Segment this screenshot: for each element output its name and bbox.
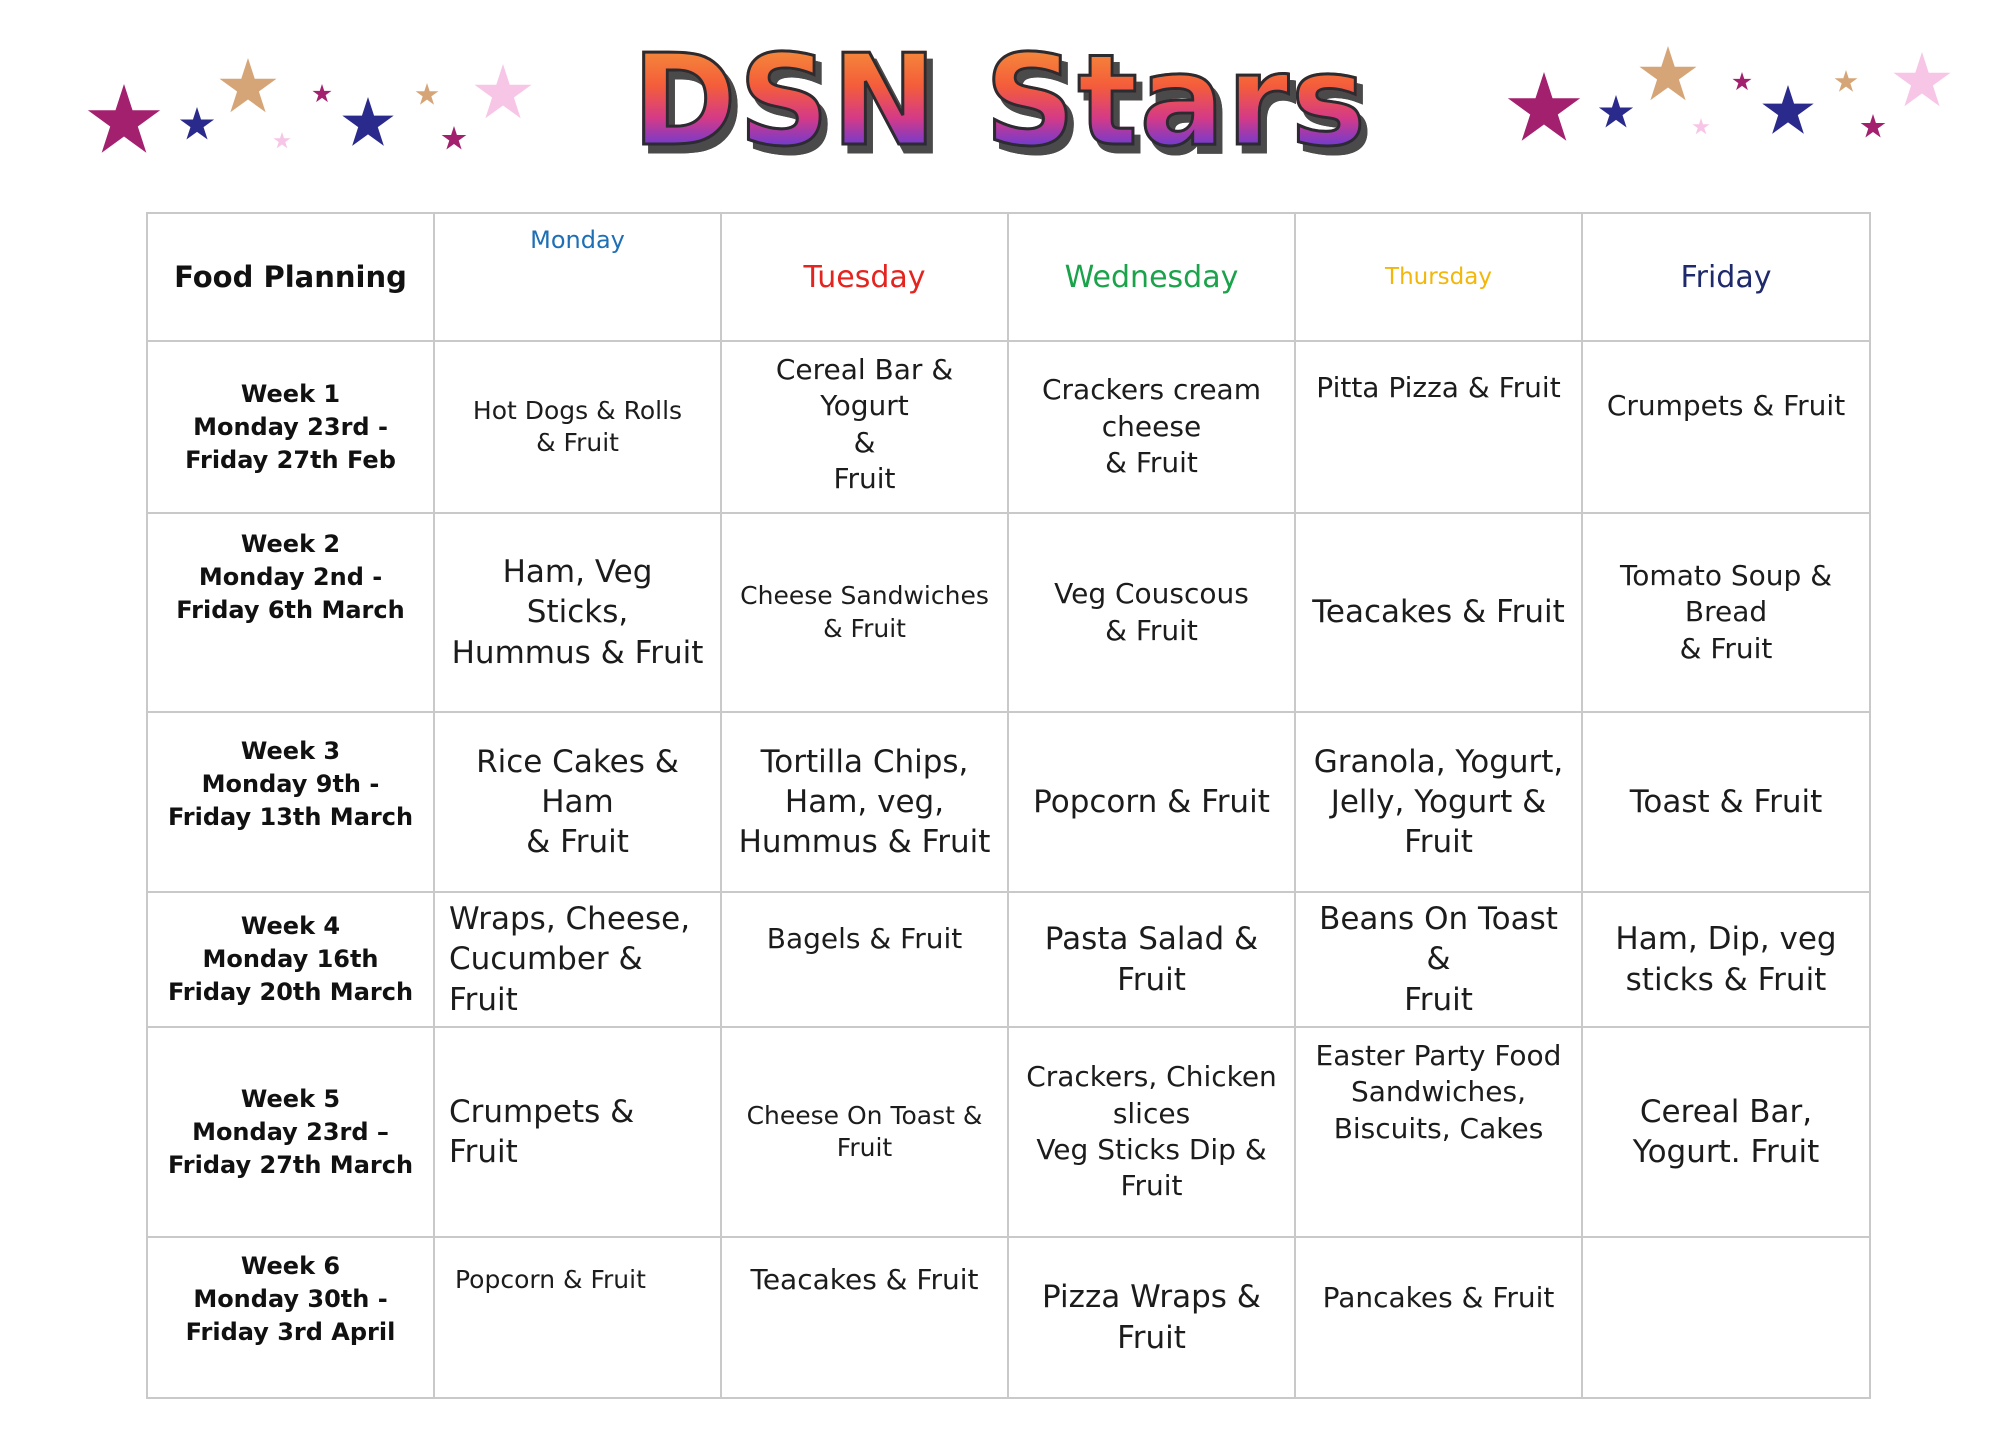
table-row	[147, 712, 1870, 892]
day-header-tuesday: Tuesday	[721, 213, 1008, 341]
meal-cell: Wraps, Cheese, Cucumber & Fruit	[434, 892, 721, 1027]
meal-cell: Cereal Bar & Yogurt & Fruit	[721, 341, 1008, 513]
meal-cell: Crumpets & Fruit	[1582, 341, 1870, 513]
table-row	[147, 341, 1870, 513]
day-header-monday: Monday	[434, 213, 721, 341]
meal-cell: Bagels & Fruit	[721, 892, 1008, 1027]
meal-cell: Granola, Yogurt, Jelly, Yogurt & Fruit	[1295, 712, 1582, 892]
meal-cell: Cheese On Toast & Fruit	[721, 1027, 1008, 1237]
meal-cell: Tortilla Chips, Ham, veg, Hummus & Fruit	[721, 712, 1008, 892]
week-label: Week 4 Monday 16th Friday 20th March	[147, 892, 434, 1027]
table-row	[147, 513, 1870, 712]
meal-cell: Popcorn & Fruit	[1008, 712, 1295, 892]
meal-cell: Tomato Soup & Bread & Fruit	[1582, 513, 1870, 712]
meal-cell: Popcorn & Fruit	[434, 1237, 721, 1398]
meal-cell: Teacakes & Fruit	[721, 1237, 1008, 1398]
week-label: Week 2 Monday 2nd - Friday 6th March	[147, 513, 434, 712]
food-planning-table	[146, 212, 1871, 1399]
meal-cell: Crackers, Chicken slices Veg Sticks Dip & Fruit	[1008, 1027, 1295, 1237]
meal-cell: Cheese Sandwiches & Fruit	[721, 513, 1008, 712]
meal-cell: Pancakes & Fruit	[1295, 1237, 1582, 1398]
meal-cell: Pasta Salad & Fruit	[1008, 892, 1295, 1027]
meal-cell: Teacakes & Fruit	[1295, 513, 1582, 712]
page-title	[0, 27, 2000, 174]
meal-cell: Beans On Toast & Fruit	[1295, 892, 1582, 1027]
header-banner	[0, 0, 2000, 200]
day-header-thursday: Thursday	[1295, 213, 1582, 341]
meal-cell: Ham, Dip, veg sticks & Fruit	[1582, 892, 1870, 1027]
meal-cell: Veg Couscous & Fruit	[1008, 513, 1295, 712]
meal-cell: Pitta Pizza & Fruit	[1295, 341, 1582, 513]
meal-cell: Easter Party Food Sandwiches, Biscuits, Cakes	[1295, 1027, 1582, 1237]
week-label: Week 3 Monday 9th - Friday 13th March	[147, 712, 434, 892]
meal-cell	[1582, 1237, 1870, 1398]
week-label: Week 6 Monday 30th - Friday 3rd April	[147, 1237, 434, 1398]
meal-cell: Ham, Veg Sticks, Hummus & Fruit	[434, 513, 721, 712]
food-planning-heading: Food Planning	[147, 213, 434, 341]
page-title-text: DSN Stars	[632, 27, 1368, 174]
day-header-friday: Friday	[1582, 213, 1870, 341]
meal-cell: Crackers cream cheese & Fruit	[1008, 341, 1295, 513]
table-row	[147, 1027, 1870, 1237]
table-row	[147, 892, 1870, 1027]
meal-cell: Pizza Wraps & Fruit	[1008, 1237, 1295, 1398]
week-label: Week 5 Monday 23rd – Friday 27th March	[147, 1027, 434, 1237]
meal-cell: Rice Cakes & Ham & Fruit	[434, 712, 721, 892]
table-row	[147, 1237, 1870, 1398]
meal-cell: Toast & Fruit	[1582, 712, 1870, 892]
day-header-wednesday: Wednesday	[1008, 213, 1295, 341]
meal-cell: Crumpets & Fruit	[434, 1027, 721, 1237]
week-label: Week 1 Monday 23rd - Friday 27th Feb	[147, 341, 434, 513]
table-header-row	[147, 213, 1870, 341]
meal-cell: Hot Dogs & Rolls & Fruit	[434, 341, 721, 513]
meal-cell: Cereal Bar, Yogurt. Fruit	[1582, 1027, 1870, 1237]
